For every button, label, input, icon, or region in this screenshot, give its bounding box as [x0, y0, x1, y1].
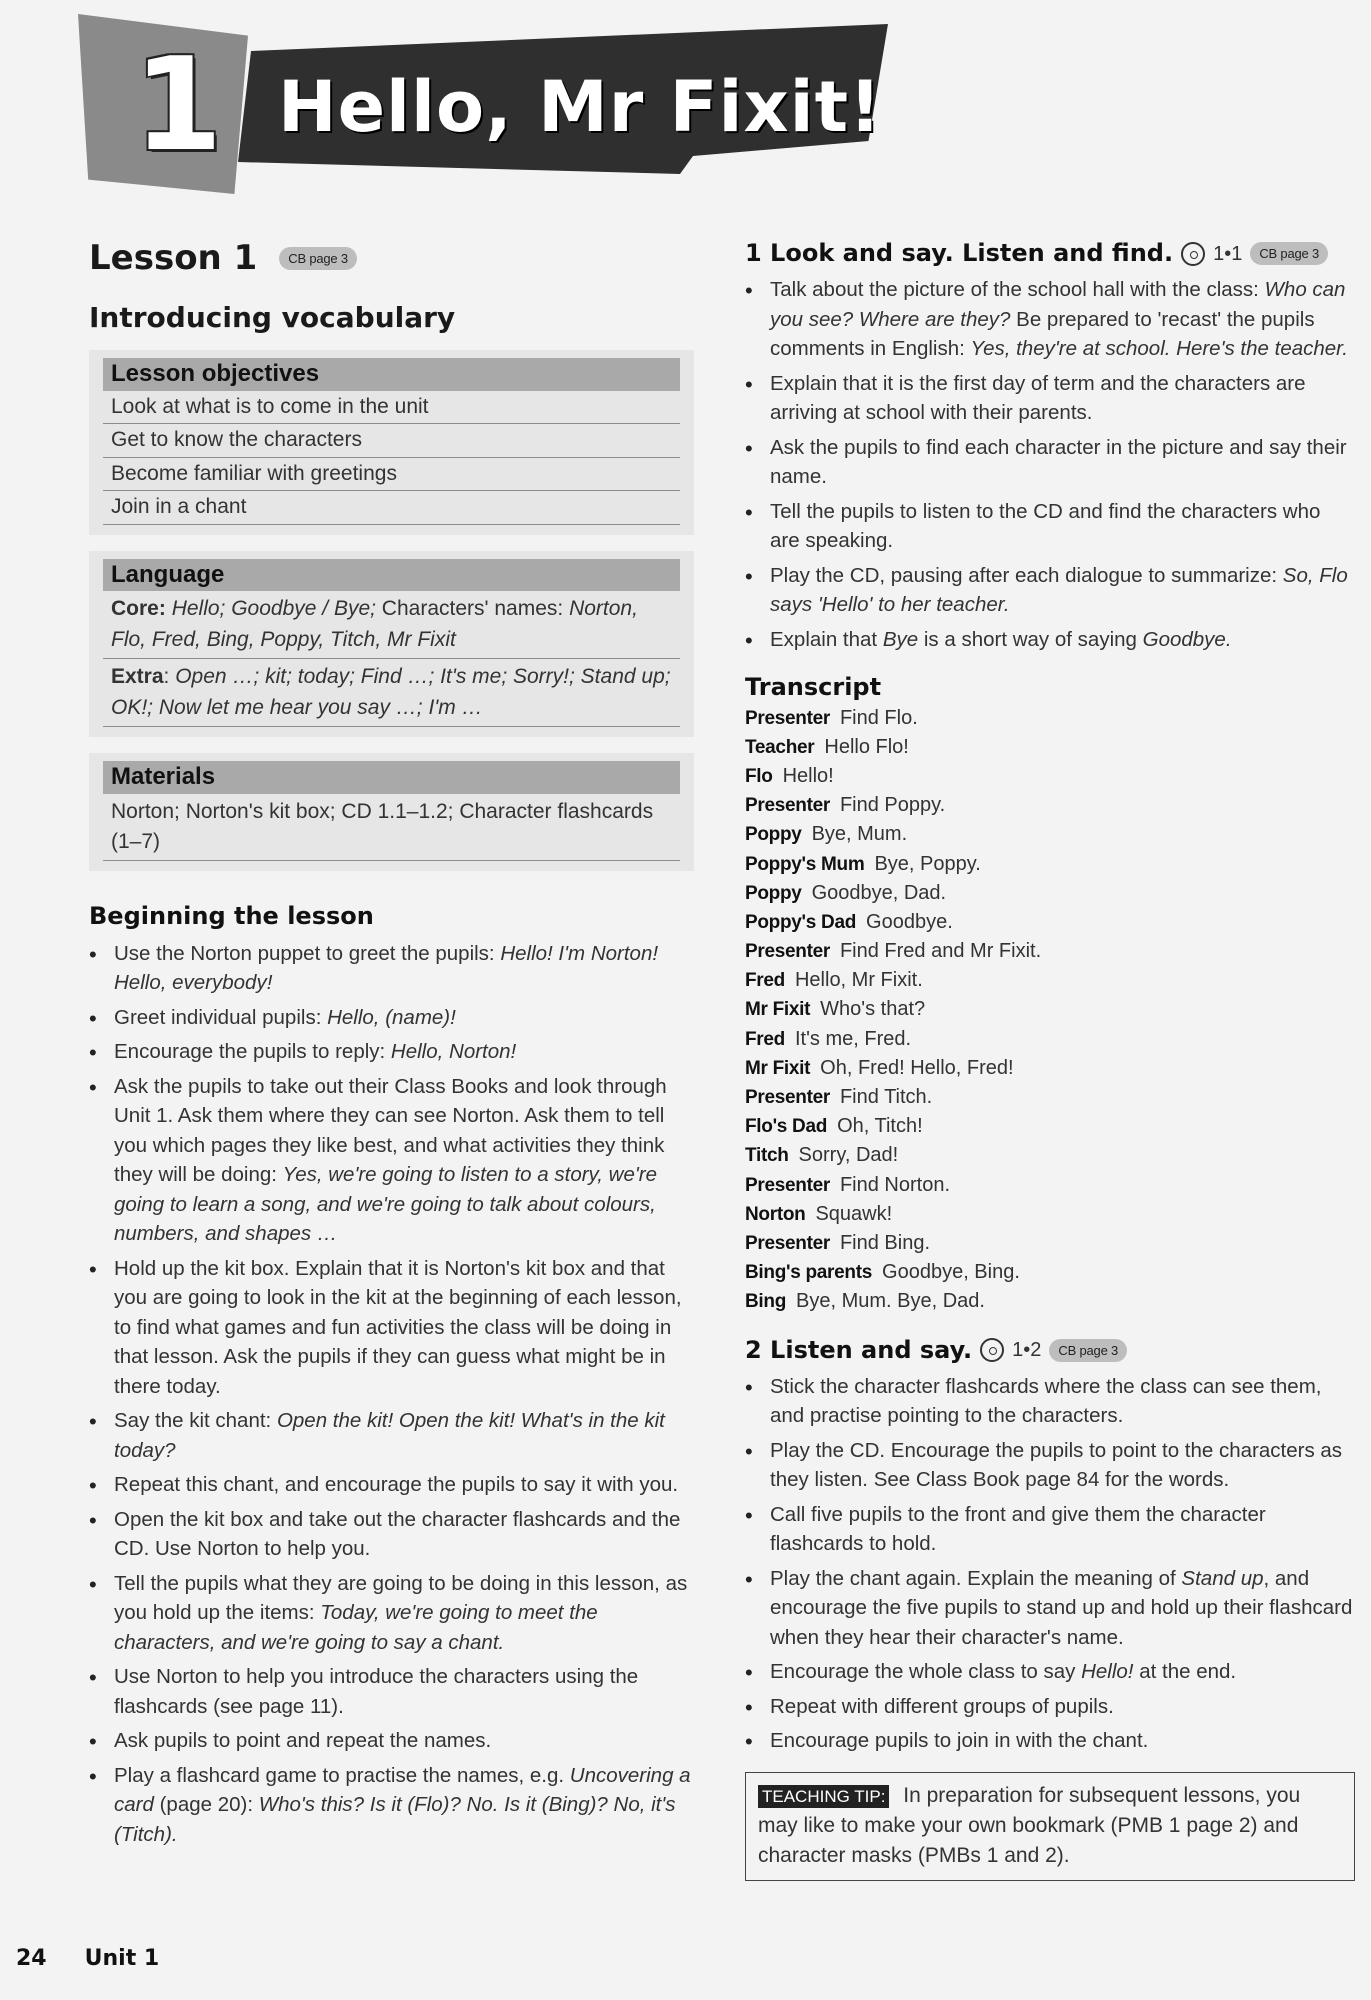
- list-item: [89, 1037, 694, 1067]
- transcript-line: [745, 733, 1355, 762]
- transcript-text: Hello!: [782, 764, 834, 787]
- transcript-text: Hello Flo!: [824, 735, 909, 758]
- list-item: [745, 497, 1355, 556]
- transcript-speaker: Poppy's Mum: [745, 853, 865, 875]
- transcript-speaker: Titch: [745, 1145, 789, 1167]
- core-names: Norton, Flo, Fred, Bing, Poppy, Titch, Mr Fixit: [111, 597, 638, 651]
- list-item: [89, 1470, 694, 1500]
- beginning-heading: Beginning the lesson: [89, 902, 374, 931]
- item-text: Play the chant again. Explain the meaning of: [770, 1566, 1182, 1590]
- list-item: [745, 369, 1355, 428]
- materials-text: Norton; Norton's kit box; CD 1.1–1.2; Character flashcards (1–7): [103, 794, 680, 862]
- cd-icon: [980, 1338, 1004, 1362]
- list-item: [89, 1761, 694, 1850]
- transcript-speaker: Presenter: [745, 795, 830, 817]
- transcript-line: [745, 937, 1355, 966]
- transcript-speaker: Presenter: [745, 1087, 830, 1108]
- item-text: Be prepared to 'recast' the pupils comments in English:: [770, 307, 1315, 361]
- transcript-speaker: Mr Fixit: [745, 1057, 811, 1079]
- transcript-line: [745, 1083, 1355, 1112]
- item-text: Say the kit chant:: [114, 1409, 277, 1433]
- activity-2-heading: [745, 1335, 1355, 1366]
- item-italic: Today, we're going to meet the characters, and we're going to say a chant.: [114, 1601, 598, 1654]
- transcript-text: Find Bing.: [839, 1231, 931, 1254]
- left-column: [89, 238, 694, 1855]
- list-item: [89, 1505, 694, 1564]
- transcript-line: [745, 995, 1355, 1024]
- transcript-line: [745, 966, 1355, 995]
- transcript-line: [745, 879, 1355, 908]
- item-italic: Hello!: [1081, 1660, 1134, 1684]
- transcript-text: Goodbye.: [866, 910, 953, 933]
- item-text: Play the CD. Encourage the pupils to point to the characters as they listen. See Class Book page 84 for the words.: [770, 1438, 1343, 1492]
- item-text: Hold up the kit box. Explain that it is Norton's kit box and that you are going to look in the kit at the beginning of each lesson, to find what games and fun activities the class will be doing in that lesson. Ask the pupils if they can guess what might be in there today.: [114, 1256, 682, 1398]
- objective-item: Become familiar with greetings: [103, 458, 680, 492]
- list-item: [745, 1726, 1355, 1756]
- transcript-line: [745, 850, 1355, 879]
- transcript-line: [745, 1258, 1355, 1287]
- transcript-text: Find Fred and Mr Fixit.: [839, 940, 1042, 963]
- transcript-text: Find Flo.: [839, 706, 918, 729]
- item-text: Stick the character flashcards where the class can see them, and practise pointing to the characters.: [770, 1374, 1322, 1428]
- item-italic: Goodbye.: [1142, 627, 1232, 651]
- page-number: 24: [16, 1946, 47, 1971]
- transcript-speaker: Flo's Dad: [745, 1116, 828, 1138]
- list-item: [745, 1692, 1355, 1722]
- beginning-list: [89, 939, 694, 1850]
- transcript: [745, 704, 1355, 1317]
- list-item: [745, 275, 1355, 364]
- item-text: Talk about the picture of the school hall with the class:: [770, 278, 1265, 302]
- item-text: Call five pupils to the front and give them the character flashcards to hold.: [770, 1502, 1266, 1556]
- objective-item: Get to know the characters: [103, 424, 680, 458]
- item-text: Explain that: [770, 627, 883, 651]
- item-text: Tell the pupils what they are going to be doing in this lesson, as you hold up the items:: [114, 1571, 688, 1625]
- list-item: [89, 1003, 694, 1033]
- transcript-line: [745, 820, 1355, 849]
- transcript-speaker: Fred: [745, 1028, 785, 1050]
- teaching-tip-text: In preparation for subsequent lessons, you may like to make your own bookmark (PMB 1 page 2) and character masks (PMBs 1 and 2).: [758, 1783, 1301, 1868]
- item-text: Ask pupils to point and repeat the names.: [114, 1729, 492, 1753]
- list-item: [745, 433, 1355, 492]
- transcript-speaker: Norton: [745, 1203, 806, 1225]
- transcript-speaker: Bing: [745, 1291, 787, 1313]
- language-core: [103, 591, 680, 659]
- transcript-line: [745, 791, 1355, 820]
- transcript-text: Who's that?: [820, 998, 926, 1021]
- item-text: Use Norton to help you introduce the characters using the flashcards (see page 11).: [114, 1665, 639, 1718]
- transcript-speaker: Presenter: [745, 1174, 830, 1196]
- transcript-line: [745, 1287, 1355, 1316]
- core-greetings: Hello; Goodbye / Bye;: [171, 597, 376, 621]
- transcript-speaker: Flo: [745, 765, 773, 787]
- transcript-speaker: Presenter: [745, 707, 830, 729]
- extra-text: Open …; kit; today; Find …; It's me; Sorry!; Stand up; OK!; Now let me hear you say …; I'm …: [111, 665, 671, 719]
- item-text: Repeat with different groups of pupils.: [770, 1694, 1114, 1718]
- transcript-line: [745, 1200, 1355, 1229]
- list-item: [89, 1406, 694, 1465]
- item-italic: Who's this? Is it (Flo)? No. Is it (Bing)? No, it's (Titch).: [114, 1793, 676, 1846]
- objective-item: Look at what is to come in the unit: [103, 391, 680, 425]
- item-text: Open the kit box and take out the character flashcards and the CD. Use Norton to help you.: [114, 1507, 681, 1561]
- transcript-speaker: Fred: [745, 970, 785, 992]
- transcript-speaker: Poppy: [745, 882, 802, 904]
- item-italic: Who can you see? Where are they?: [770, 278, 1346, 331]
- teaching-tip: [745, 1772, 1355, 1881]
- item-text: Explain that it is the first day of term and the characters are arriving at school with their parents.: [770, 371, 1306, 425]
- activity-2-list: [745, 1372, 1355, 1756]
- track-number: 1•2: [1012, 1339, 1042, 1362]
- cb-page-badge: CB page 3: [279, 247, 357, 270]
- teaching-tip-label: TEACHING TIP:: [758, 1785, 889, 1808]
- item-text: Use the Norton puppet to greet the pupils:: [114, 941, 501, 965]
- item-text: Play the CD, pausing after each dialogue to summarize:: [770, 563, 1283, 587]
- transcript-line: [745, 908, 1355, 937]
- list-item: [89, 1569, 694, 1658]
- item-text: Play a flashcard game to practise the names, e.g.: [114, 1763, 570, 1787]
- list-item: [745, 1436, 1355, 1495]
- transcript-heading: Transcript: [745, 673, 882, 702]
- item-text: Ask the pupils to take out their Class Books and look through Unit 1. Ask them where they can see Norton. Ask them to tell you which pages they like best, and what activities they think they will be doing:: [114, 1074, 667, 1187]
- transcript-speaker: Presenter: [745, 1232, 830, 1254]
- item-italic: Hello, Norton!: [390, 1040, 517, 1064]
- lesson-title: Lesson 1: [89, 238, 258, 278]
- core-names-label: Characters' names:: [375, 597, 570, 621]
- item-text: Repeat this chant, and encourage the pupils to say it with you.: [114, 1473, 679, 1497]
- extra-label: Extra: [111, 665, 164, 689]
- transcript-speaker: Mr Fixit: [745, 999, 811, 1021]
- cd-icon: [1181, 242, 1205, 266]
- track-number: 1•1: [1213, 242, 1243, 265]
- item-text: Ask the pupils to find each character in the picture and say their name.: [770, 435, 1347, 489]
- item-italic: Hello, (name)!: [327, 1005, 456, 1029]
- page-footer: [16, 1948, 159, 1970]
- transcript-speaker: Poppy: [745, 824, 802, 846]
- transcript-text: Goodbye, Dad.: [811, 881, 947, 904]
- item-text: is a short way of saying: [918, 627, 1143, 651]
- transcript-speaker: Poppy's Dad: [745, 911, 857, 933]
- transcript-text: Bye, Mum. Bye, Dad.: [796, 1290, 985, 1313]
- item-text: , and encourage the five pupils to stand up and hold up their flashcard when they hear their character's name.: [770, 1566, 1353, 1649]
- language-box: [89, 551, 694, 737]
- footer-unit: Unit 1: [84, 1946, 160, 1971]
- transcript-text: Find Titch.: [839, 1086, 933, 1108]
- transcript-text: Sorry, Dad!: [798, 1144, 899, 1167]
- cb-page-badge: CB page 3: [1049, 1339, 1127, 1362]
- item-text: at the end.: [1133, 1660, 1237, 1684]
- transcript-text: Oh, Titch!: [837, 1115, 923, 1138]
- transcript-line: [745, 1054, 1355, 1083]
- transcript-text: Hello, Mr Fixit.: [794, 969, 923, 992]
- item-text: Encourage pupils to join in with the chant.: [770, 1729, 1149, 1753]
- activity-1-list: [745, 275, 1355, 654]
- transcript-line: [745, 1141, 1355, 1170]
- right-column: [745, 238, 1355, 1881]
- language-heading: Language: [103, 559, 680, 591]
- transcript-text: It's me, Fred.: [794, 1027, 912, 1050]
- list-item: [745, 1372, 1355, 1431]
- list-item: [745, 561, 1355, 620]
- lesson-heading: [89, 238, 694, 279]
- activity-2-title: 2 Listen and say.: [745, 1335, 973, 1364]
- objectives-box: [89, 350, 694, 535]
- item-italic: Open the kit! Open the kit! What's in the kit today?: [114, 1409, 665, 1462]
- item-text: Tell the pupils to listen to the CD and find the characters who are speaking.: [770, 499, 1321, 553]
- transcript-speaker: Teacher: [745, 736, 815, 758]
- list-item: [89, 939, 694, 998]
- list-item: [745, 1657, 1355, 1687]
- item-italic: Uncovering a card: [114, 1763, 691, 1817]
- transcript-speaker: Bing's parents: [745, 1262, 873, 1284]
- transcript-line: [745, 704, 1355, 733]
- extra-colon: :: [163, 665, 176, 689]
- transcript-line: [745, 762, 1355, 791]
- transcript-line: [745, 1171, 1355, 1200]
- list-item: [89, 1254, 694, 1402]
- list-item: [745, 1564, 1355, 1653]
- core-label: Core:: [111, 597, 166, 621]
- item-italic: So, Flo says 'Hello' to her teacher.: [770, 563, 1348, 617]
- list-item: [89, 1662, 694, 1721]
- item-italic: Hello! I'm Norton! Hello, everybody!: [114, 941, 659, 995]
- section-title: Introducing vocabulary: [89, 300, 456, 334]
- language-extra: [103, 659, 680, 727]
- activity-1-heading: [745, 238, 1355, 269]
- objective-item: Join in a chant: [103, 491, 680, 525]
- transcript-text: Squawk!: [815, 1202, 893, 1225]
- list-item: [89, 1072, 694, 1249]
- transcript-text: Oh, Fred! Hello, Fred!: [820, 1056, 1014, 1079]
- unit-banner: [78, 14, 898, 194]
- transcript-line: [745, 1025, 1355, 1054]
- transcript-text: Bye, Mum.: [811, 823, 908, 846]
- item-italic: Stand up: [1181, 1566, 1264, 1590]
- objectives-heading: Lesson objectives: [103, 358, 680, 390]
- materials-heading: Materials: [103, 761, 680, 793]
- activity-1-title: 1 Look and say. Listen and find.: [745, 239, 1174, 267]
- transcript-text: Goodbye, Bing.: [882, 1261, 1020, 1284]
- transcript-line: [745, 1229, 1355, 1258]
- transcript-text: Find Poppy.: [839, 794, 946, 817]
- list-item: [89, 1726, 694, 1756]
- list-item: [745, 625, 1355, 655]
- item-italic: Yes, they're at school. Here's the teacher.: [970, 337, 1348, 361]
- item-italic: Yes, we're going to listen to a story, we're going to learn a song, and we're going to talk about colours, numbers, and shapes …: [114, 1163, 658, 1246]
- page-title: Hello, Mr Fixit!: [278, 66, 882, 148]
- transcript-line: [745, 1112, 1355, 1141]
- cb-page-badge: CB page 3: [1250, 242, 1328, 265]
- materials-box: [89, 753, 694, 871]
- list-item: [745, 1500, 1355, 1559]
- item-text: Greet individual pupils:: [114, 1005, 328, 1029]
- transcript-text: Find Norton.: [839, 1173, 951, 1196]
- item-text: Encourage the whole class to say: [770, 1660, 1082, 1684]
- unit-number: 1: [133, 31, 223, 180]
- transcript-text: Bye, Poppy.: [874, 852, 981, 875]
- item-italic: Bye: [882, 627, 919, 651]
- item-text: Encourage the pupils to reply:: [114, 1040, 391, 1064]
- item-text: (page 20):: [153, 1793, 259, 1817]
- transcript-speaker: Presenter: [745, 941, 830, 963]
